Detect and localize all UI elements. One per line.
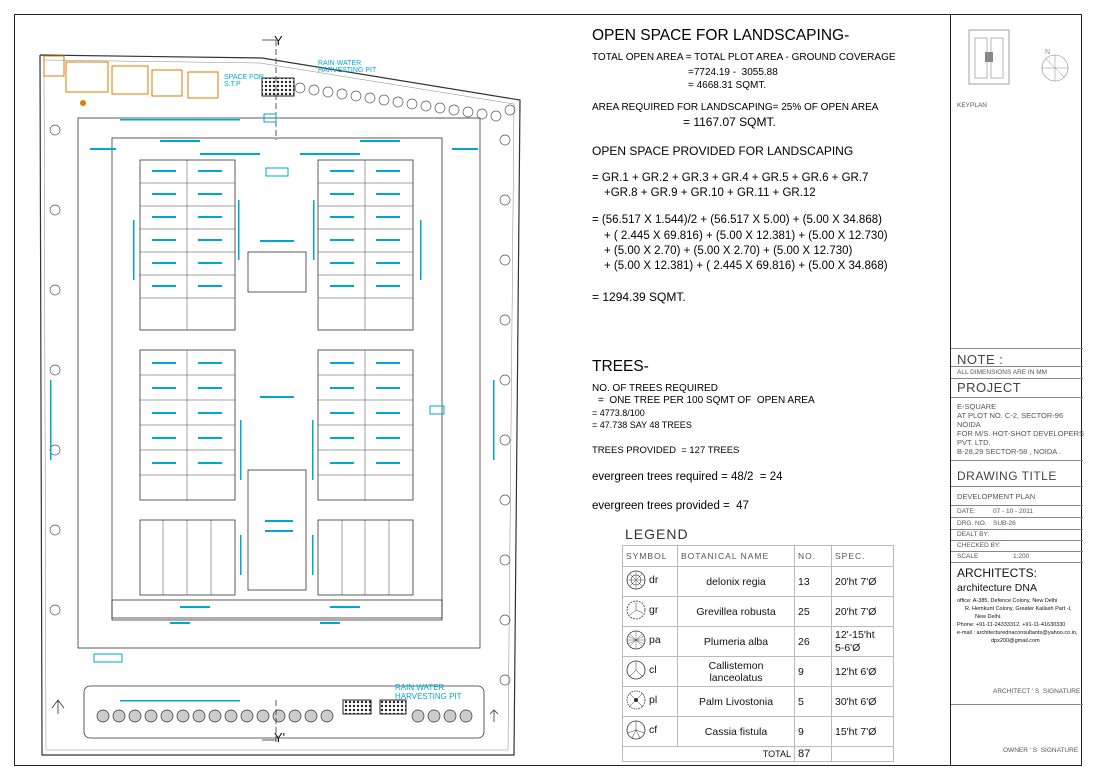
trees-line-4: = 47.738 SAY 48 TREES — [592, 420, 692, 430]
rain-water-pit-label-top: RAIN WATER HARVESTING PIT — [318, 60, 377, 74]
tree-symbol-icon — [626, 690, 646, 710]
legend-code: pa — [649, 634, 661, 646]
legend-header-name: BOTANICAL NAME — [678, 546, 795, 567]
legend-count: 26 — [795, 627, 832, 657]
legend-name: Grevillea robusta — [678, 597, 795, 627]
owner-signature-label: OWNER ' S SIGNATURE — [1003, 747, 1079, 754]
trees-line-3: = 4773.8/100 — [592, 408, 645, 418]
project-line-2: AT PLOT NO. C-2, SECTOR-96 — [957, 411, 1064, 420]
dealt-by-label: DEALT BY: — [957, 531, 990, 538]
building-block — [112, 138, 442, 620]
project-title: PROJECT — [957, 380, 1022, 395]
shop-units — [140, 160, 413, 595]
trees-heading: TREES- — [592, 358, 649, 375]
architects-line-4: Phone: +91-11-24333312, +91-11-41630330 — [957, 622, 1066, 628]
tree-symbol-icon — [626, 570, 646, 590]
architects-line-6: dpx200@gmail.com — [991, 638, 1040, 644]
legend-name: Plumeria alba — [678, 627, 795, 657]
legend-row — [623, 657, 894, 687]
note-title: NOTE : — [957, 352, 1004, 367]
driveway — [78, 118, 480, 648]
legend-spec: 20'ht 7'Ø — [832, 597, 894, 627]
open-space-line-2: =7724.19 - 3055.88 — [688, 67, 778, 78]
open-space-result: = 1294.39 SQMT. — [592, 290, 686, 304]
tree-symbol-icon — [626, 630, 646, 650]
tree-symbol-icon — [626, 600, 646, 620]
tree-column-left — [50, 125, 60, 615]
legend-header-no: NO. — [795, 546, 832, 567]
legend-code: gr — [649, 604, 659, 616]
project-line-3: NOIDA — [957, 420, 981, 429]
architects-line-1: office: A-385, Defence Colony, New Delhi — [957, 598, 1058, 604]
legend-row — [623, 567, 894, 597]
drg-label: DRG. NO. — [957, 520, 987, 527]
architects-line-3: New Delhi. — [975, 614, 1002, 620]
stp-space-label: SPACE FOR S.T.P — [224, 74, 264, 88]
rain-water-pit-label-bottom: RAIN WATER HARVESTING PIT — [395, 683, 462, 701]
legend-total-label: TOTAL — [623, 747, 795, 762]
calc-line-3: + (5.00 X 2.70) + (5.00 X 2.70) + (5.00 X 12.730) — [604, 245, 853, 257]
drawing-title-label: DRAWING TITLE — [957, 469, 1057, 483]
architects-line-2: R. Hemkunt Colony, Greater Kailash Part -I, — [965, 606, 1072, 612]
date-label: DATE: — [957, 508, 976, 515]
legend-title: LEGEND — [625, 526, 689, 542]
legend-name: delonix regia — [678, 567, 795, 597]
axis-label-bottom: Y' — [274, 730, 286, 745]
cyan-annotations — [50, 119, 495, 702]
open-space-heading: OPEN SPACE FOR LANDSCAPING- — [592, 27, 850, 44]
legend-count: 9 — [795, 717, 832, 747]
legend-count: 9 — [795, 657, 832, 687]
open-space-line-1: TOTAL OPEN AREA = TOTAL PLOT AREA - GROUND COVERAGE — [592, 52, 896, 63]
legend-code: pl — [649, 694, 658, 706]
drawing-name: DEVELOPMENT PLAN — [957, 492, 1036, 501]
architects-line-5: e-mail : architecturednaconsultants@yahoo.co.in, — [957, 630, 1078, 636]
legend-count: 25 — [795, 597, 832, 627]
legend-spec: 15'ht 7'Ø — [832, 717, 894, 747]
landscaping-required-label: AREA REQUIRED FOR LANDSCAPING= 25% OF OPEN AREA — [592, 102, 879, 113]
legend-name: Palm Livostonia — [678, 687, 795, 717]
drg-value: SUB-26 — [993, 520, 1016, 527]
architects-name: architecture DNA — [957, 582, 1037, 594]
axis-label-top: Y — [274, 33, 283, 48]
legend-header-spec: SPEC. — [832, 546, 894, 567]
legend-total-row — [623, 747, 894, 762]
tree-row-top — [295, 83, 515, 121]
svg-text:N: N — [1045, 49, 1051, 56]
legend-header-symbol: SYMBOL — [623, 546, 678, 567]
calc-line-1: = (56.517 X 1.544)/2 + (56.517 X 5.00) + (5.00 X 34.868) — [592, 214, 882, 226]
landscaping-required-value: = 1167.07 SQMT. — [683, 115, 776, 129]
provided-heading: OPEN SPACE PROVIDED FOR LANDSCAPING — [592, 144, 854, 158]
gr-line-1: = GR.1 + GR.2 + GR.3 + GR.4 + GR.5 + GR.6 + GR.7 — [592, 172, 869, 184]
tree-symbol-icon — [626, 720, 646, 740]
legend-total-value: 87 — [795, 747, 832, 762]
legend-row — [623, 627, 894, 657]
legend-count: 5 — [795, 687, 832, 717]
trees-line-1: NO. OF TREES REQUIRED — [592, 383, 718, 394]
tree-column-right — [500, 135, 510, 685]
legend-code: dr — [649, 574, 659, 586]
legend-code: cf — [649, 724, 658, 736]
scale-value: 1:200 — [1013, 553, 1030, 560]
title-block — [950, 14, 1083, 766]
rain-water-pit-bottom — [343, 700, 371, 714]
rain-water-pit-top — [262, 78, 294, 96]
open-space-line-3: = 4668.31 SQMT. — [688, 80, 767, 91]
tree-row-bottom — [97, 710, 472, 722]
project-line-1: E-SQUARE — [957, 402, 997, 411]
architects-title: ARCHITECTS: — [957, 566, 1038, 580]
legend-spec: 12'-15'ht 5-6'Ø — [832, 627, 894, 657]
trees-provided: TREES PROVIDED = 127 TREES — [592, 445, 740, 456]
project-line-5: PVT. LTD. — [957, 438, 991, 447]
scale-label: SCALE — [957, 553, 979, 560]
keyplan-icon — [959, 24, 1077, 104]
legend-name: Callistemon lanceolatus — [678, 657, 795, 687]
date-value: 07 - 10 - 2011 — [993, 508, 1033, 515]
tree-symbol-icon — [626, 660, 646, 680]
checked-by-label: CHECKED BY: — [957, 542, 1001, 549]
legend-row — [623, 597, 894, 627]
project-line-4: FOR M/S. HOT-SHOT DEVELOPERS — [957, 429, 1084, 438]
note-text: ALL DIMENSIONS ARE IN MM — [957, 369, 1048, 376]
gr-line-2: +GR.8 + GR.9 + GR.10 + GR.11 + GR.12 — [604, 187, 816, 199]
legend-table — [622, 545, 894, 762]
trees-line-2: = ONE TREE PER 100 SQMT OF OPEN AREA — [598, 395, 815, 406]
legend-code: cl — [649, 664, 657, 676]
legend-name: Cassia fistula — [678, 717, 795, 747]
legend-spec: 20'ht 7'Ø — [832, 567, 894, 597]
evergreen-required: evergreen trees required = 48/2 = 24 — [592, 471, 783, 483]
legend-count: 13 — [795, 567, 832, 597]
legend-spec: 30'ht 6'Ø — [832, 687, 894, 717]
legend-row — [623, 717, 894, 747]
legend-row — [623, 687, 894, 717]
architect-signature-label: ARCHITECT ' S SIGNATURE — [993, 688, 1081, 695]
legend-spec: 12'ht 6'Ø — [832, 657, 894, 687]
calc-line-2: + ( 2.445 X 69.816) + (5.00 X 12.381) + (5.00 X 12.730) — [604, 230, 888, 242]
keyplan-label: KEYPLAN — [957, 102, 987, 109]
calc-line-4: + (5.00 X 12.381) + ( 2.445 X 69.816) + (5.00 X 34.868) — [604, 260, 888, 272]
project-line-6: B-28,29 SECTOR-58 , NOIDA . — [957, 447, 1062, 456]
evergreen-provided: evergreen trees provided = 47 — [592, 500, 749, 512]
